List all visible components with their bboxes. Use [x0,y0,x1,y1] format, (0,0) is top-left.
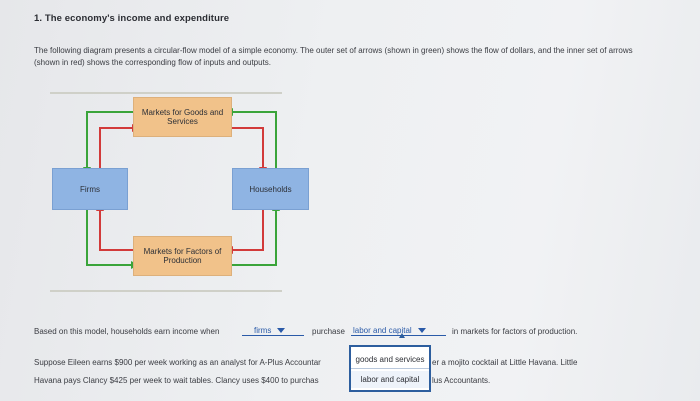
markets-goods-box: Markets for Goods and Services [133,97,232,137]
red-arrow-goods-to-households [232,128,263,168]
fill-in-middle: purchase [312,327,345,336]
dropdown-option-labor-capital[interactable]: labor and capital [351,371,429,388]
question-title: 1. The economy's income and expenditure [34,13,230,24]
green-arrow-goods-to-firms [87,112,133,168]
dropdown-firms-value: firms [254,326,272,335]
paragraph2-line1-b: er a mojito cocktail at Little Havana. Little [432,358,578,367]
green-arrow-households-to-goods [232,112,276,168]
markets-factors-box: Markets for Factors of Production [133,236,232,276]
paragraph2-line1-a: Suppose Eileen earns $900 per week working as an analyst for A-Plus Accountar [34,358,321,367]
paragraph2-line2-a: Havana pays Clancy $425 per week to wait tables. Clancy uses $400 to purchas [34,376,319,385]
dropdown-menu [349,345,431,392]
red-arrow-factors-to-firms [100,210,133,250]
question-intro: The following diagram presents a circular-flow model of a simple economy. The outer set of arrows (shown in green) shows the flow of dollars, and the inner set of arrows (shown in red) shows the corresponding flow of inputs and outputs. [34,46,633,67]
fill-in-prefix: Based on this model, households earn income when [34,327,220,336]
red-arrow-firms-to-goods [100,128,133,168]
households-box: Households [232,168,309,210]
dropdown-menu-caret [399,333,405,338]
divider-bottom [50,290,282,292]
green-arrow-factors-to-households [232,210,276,265]
red-arrow-households-to-factors [232,210,263,250]
green-arrow-firms-to-factors [87,210,132,265]
dropdown-labor-capital-value: labor and capital [353,326,412,335]
paragraph2-line2-b: lus Accountants. [432,376,491,385]
firms-box: Firms [52,168,128,210]
dropdown-arrow-icon [277,328,285,333]
dropdown-arrow-icon [418,328,426,333]
dropdown-option-goods-services[interactable]: goods and services [351,351,429,369]
dropdown-firms[interactable] [242,326,304,336]
fill-in-suffix: in markets for factors of production. [452,327,578,336]
